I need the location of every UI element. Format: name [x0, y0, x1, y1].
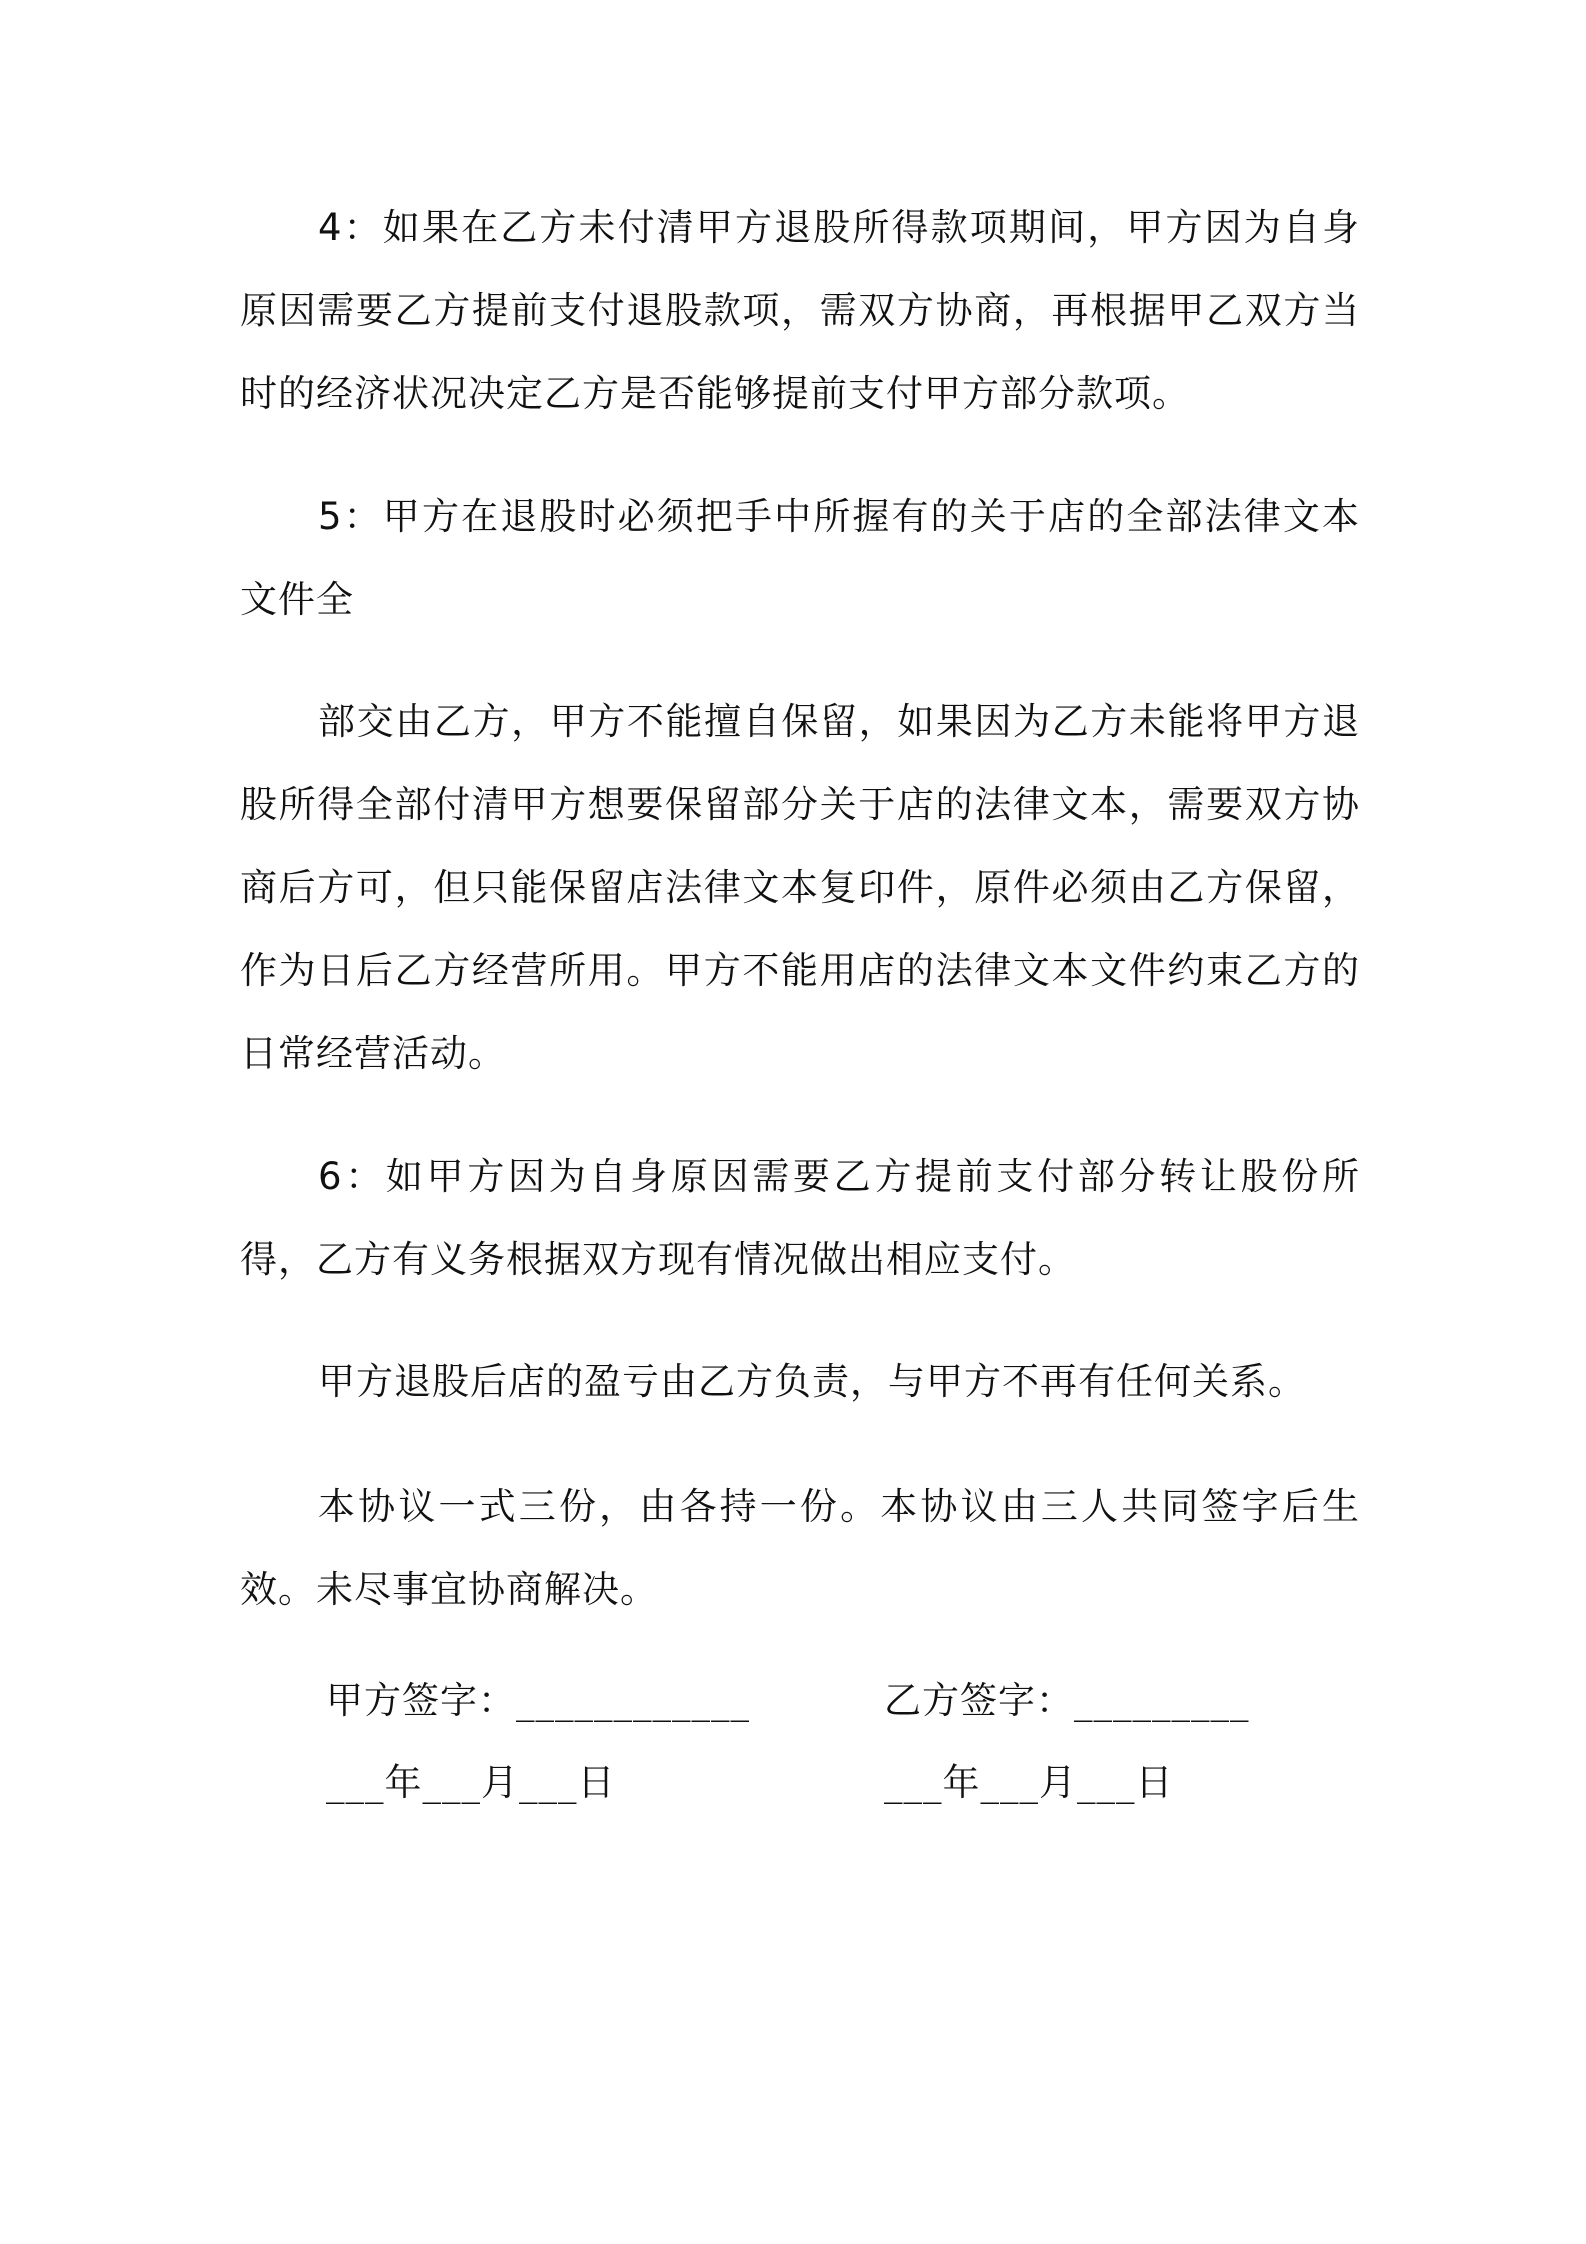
- clause-4-paragraph: 4：如果在乙方未付清甲方退股所得款项期间，甲方因为自身原因需要乙方提前支付退股款项，需双方协商，再根据甲乙双方当时的经济状况决定乙方是否能够提前支付甲方部分款项。: [240, 206, 1360, 415]
- clause-5-paragraph: 5：甲方在退股时必须把手中所握有的关于店的全部法律文本文件全: [240, 495, 1360, 621]
- profit-loss-paragraph: 甲方退股后店的盈亏由乙方负责，与甲方不再有任何关系。: [318, 1360, 1306, 1403]
- party-a-signature-line: 甲方签字：____________: [326, 1679, 750, 1722]
- agreement-copies-paragraph: 本协议一式三份，由各持一份。本协议由三人共同签字后生效。未尽事宜协商解决。: [240, 1485, 1360, 1611]
- party-b-date-line: ___年___月___日: [884, 1761, 1174, 1804]
- clause-5-continuation-paragraph: 部交由乙方，甲方不能擅自保留，如果因为乙方未能将甲方退股所得全部付清甲方想要保留部分关于店的法律文本，需要双方协商后方可，但只能保留店法律文本复印件，原件必须由乙方保留，作为日后乙方经营所用。甲方不能用店的法律文本文件约束乙方的日常经营活动。: [240, 700, 1360, 1075]
- party-b-signature-line: 乙方签字：_________: [884, 1679, 1250, 1722]
- clause-6-paragraph: 6：如甲方因为自身原因需要乙方提前支付部分转让股份所得，乙方有义务根据双方现有情况做出相应支付。: [240, 1155, 1360, 1281]
- party-a-date-line: ___年___月___日: [326, 1761, 616, 1804]
